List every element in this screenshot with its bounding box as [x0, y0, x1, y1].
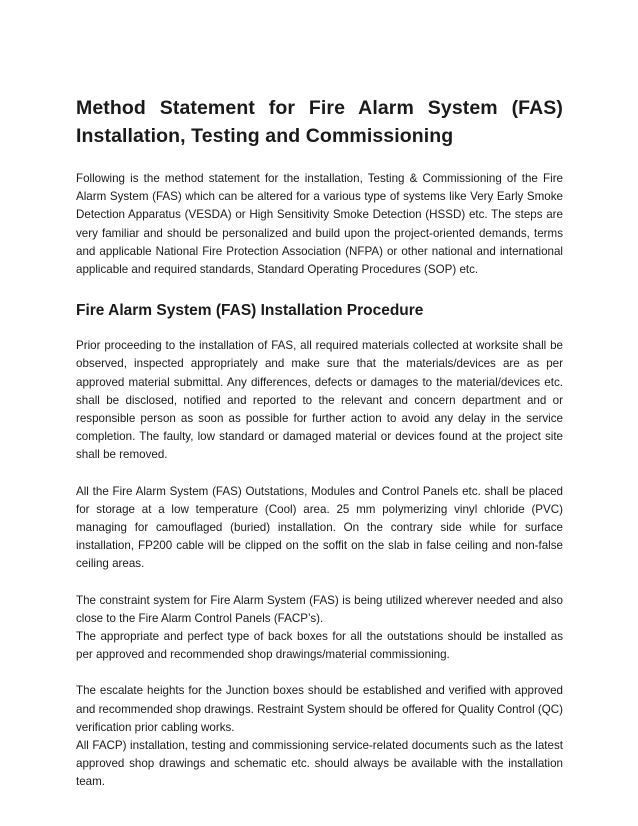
- body-paragraph-6: All FACP) installation, testing and commissioning service-related documents such as the latest approved shop drawings and schematic etc. should always be available with the installation team.: [76, 739, 563, 789]
- body-paragraph-3: The constraint system for Fire Alarm System (FAS) is being utilized wherever needed and also close to the Fire Alarm Control Panels (FACP’s).: [76, 593, 563, 625]
- document-page: [76, 94, 563, 792]
- body-paragraph-5: The escalate heights for the Junction boxes should be established and verified with approved and recommended shop drawings. Restraint System should be offered for Quality Control (QC) verification prior cabling works.: [76, 684, 563, 734]
- document-title: Method Statement for Fire Alarm System (FAS) Installation, Testing and Commissioning: [76, 97, 563, 147]
- section-heading: Fire Alarm System (FAS) Installation Procedure: [76, 302, 424, 320]
- body-paragraph-1: Prior proceeding to the installation of FAS, all required materials collected at worksite shall be observed, inspected appropriately and make sure that the materials/devices are as per approved material submittal. Any differences, defects or damages to the material/devices etc. shall be disclosed, notified and reported to the relevant and concern department and or responsible person as soon as possible for further action to avoid any delay in the service completion. The faulty, low standard or damaged material or devices found at the project site shall be removed.: [76, 339, 563, 462]
- intro-paragraph: Following is the method statement for the installation, Testing & Commissioning of the Fire Alarm System (FAS) which can be altered for a various type of systems like Very Early Smoke Detection Apparatus (VESDA) or High Sensitivity Smoke Detection (HSSD) etc. The steps are very familiar and should be personalized and build upon the project-oriented demands, terms and applicable National Fire Protection Association (NFPA) or other national and international applicable and required standards, Standard Operating Procedures (SOP) etc.: [76, 172, 563, 277]
- body-paragraph-2: All the Fire Alarm System (FAS) Outstations, Modules and Control Panels etc. shall be placed for storage at a low temperature (Cool) area. 25 mm polymerizing vinyl chloride (PVC) managing for camouflaged (buried) installation. On the contrary side while for surface installation, FP200 cable will be clipped on the soffit on the slab in false ceiling and non-false ceiling areas.: [76, 484, 563, 571]
- body-paragraph-4: The appropriate and perfect type of back boxes for all the outstations should be installed as per approved and recommended shop drawings/material commissioning.: [76, 630, 563, 662]
